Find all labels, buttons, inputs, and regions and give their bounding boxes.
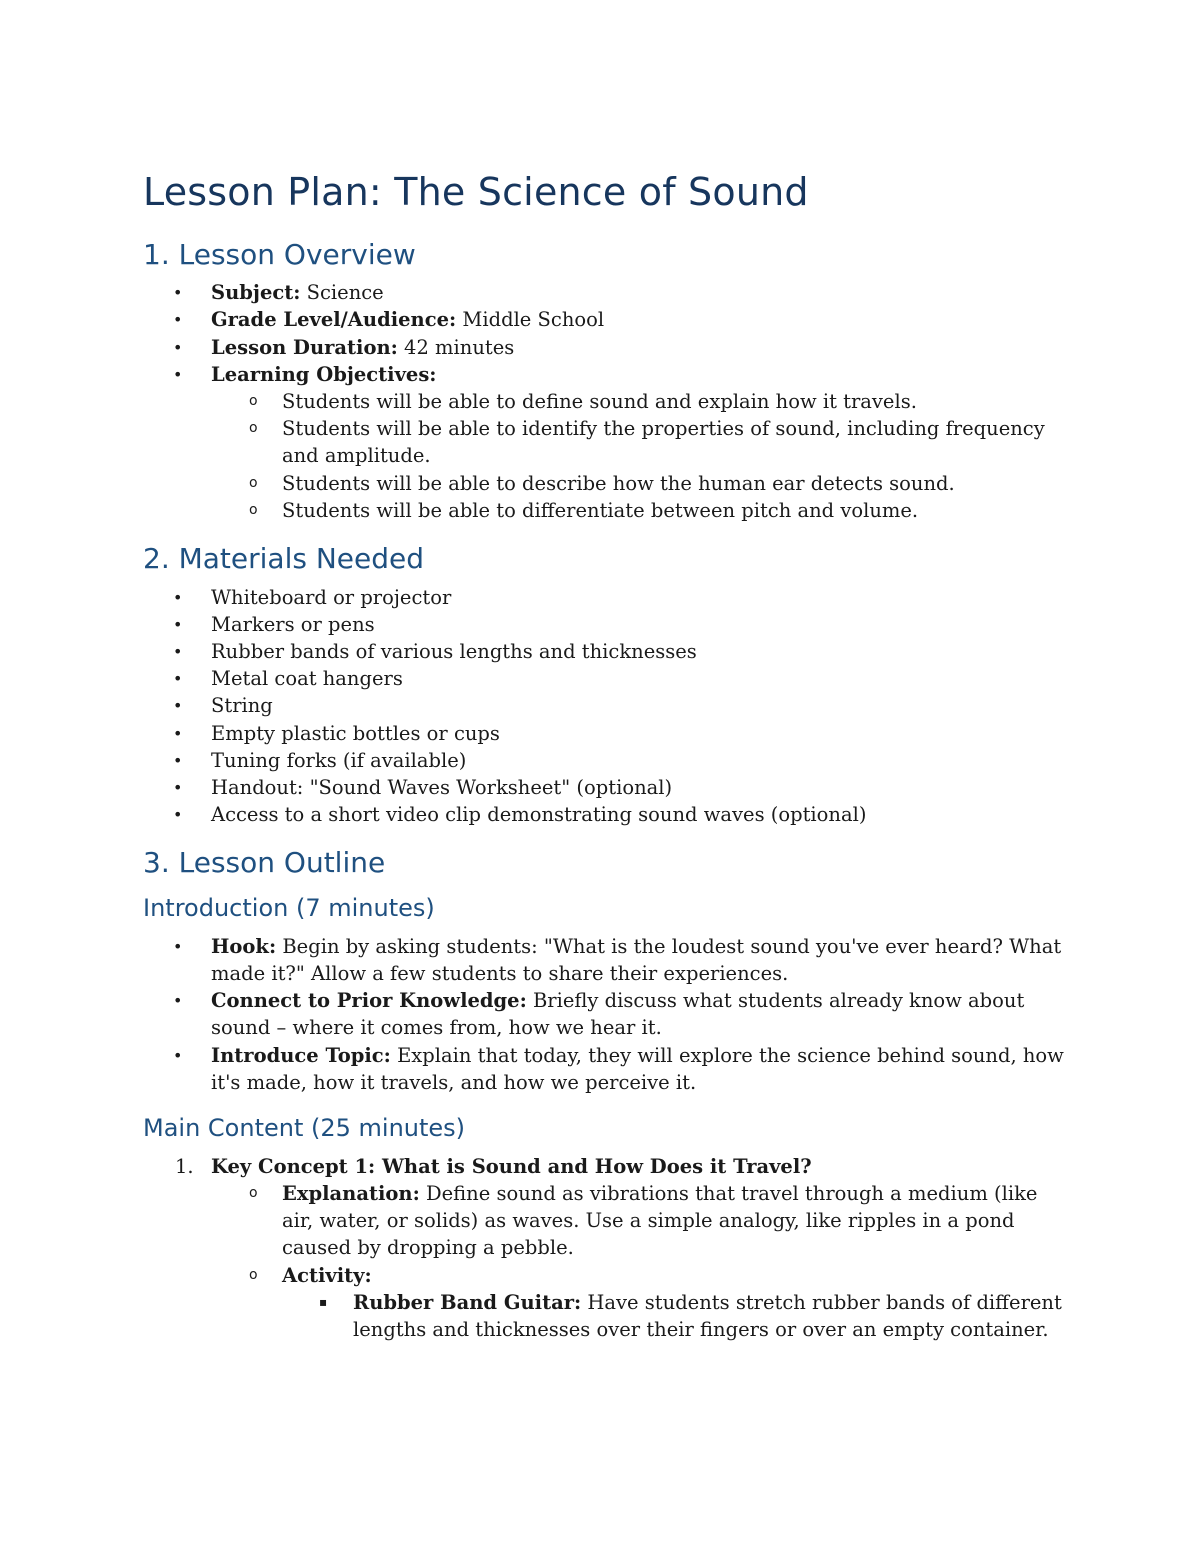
document-page bbox=[143, 170, 1073, 1343]
item-value: 42 minutes bbox=[397, 335, 515, 359]
list-item bbox=[143, 584, 1073, 611]
bullet-icon: • bbox=[173, 669, 183, 689]
list-item bbox=[143, 306, 1073, 333]
list-item bbox=[143, 774, 1073, 801]
bullet-icon: • bbox=[173, 991, 183, 1011]
material-text: Tuning forks (if available) bbox=[211, 748, 467, 772]
bullet-icon: • bbox=[173, 696, 183, 716]
objective-text: Students will be able to identify the properties of sound, including frequency and amplitude. bbox=[282, 417, 1045, 468]
material-text: Access to a short video clip demonstrating sound waves (optional) bbox=[211, 803, 867, 827]
bullet-icon: • bbox=[173, 1045, 183, 1065]
item-label: Connect to Prior Knowledge: bbox=[211, 989, 527, 1013]
item-value: Briefly discuss what students already know about sound – where it comes from, how we hear it. bbox=[211, 989, 1025, 1040]
materials-section bbox=[143, 584, 1073, 829]
material-text: String bbox=[211, 694, 273, 718]
list-item bbox=[143, 987, 1073, 1041]
list-item bbox=[143, 415, 1073, 469]
item-value: Middle School bbox=[456, 308, 605, 332]
bullet-icon: • bbox=[173, 587, 183, 607]
item-label: Subject: bbox=[211, 281, 301, 305]
main-content-heading: Main Content (25 minutes) bbox=[143, 1114, 466, 1143]
list-item bbox=[143, 747, 1073, 774]
main-content-section bbox=[143, 1153, 1073, 1343]
list-item bbox=[143, 611, 1073, 638]
bullet-icon: o bbox=[249, 1266, 258, 1283]
page-title: Lesson Plan: The Science of Sound bbox=[143, 170, 809, 214]
objective-text: Students will be able to differentiate between pitch and volume. bbox=[282, 498, 919, 522]
item-value: Science bbox=[300, 281, 384, 305]
concept-sublist bbox=[143, 1180, 1073, 1343]
item-label: Hook: bbox=[211, 934, 277, 958]
objectives-list bbox=[143, 388, 1073, 524]
list-item bbox=[143, 1262, 1073, 1344]
activity-sublist bbox=[143, 1289, 1073, 1343]
bullet-icon: • bbox=[173, 364, 183, 384]
outline-heading: 3. Lesson Outline bbox=[143, 846, 386, 880]
item-label: Lesson Duration: bbox=[211, 335, 398, 359]
material-text: Rubber bands of various lengths and thicknesses bbox=[211, 640, 697, 664]
list-item bbox=[143, 279, 1073, 306]
overview-list bbox=[143, 279, 1073, 524]
activity-item-label: Rubber Band Guitar: bbox=[353, 1290, 582, 1314]
objective-text: Students will be able to define sound and explain how it travels. bbox=[282, 390, 917, 413]
overview-heading: 1. Lesson Overview bbox=[143, 237, 416, 271]
bullet-icon: o bbox=[249, 393, 258, 409]
explanation-text: Define sound as vibrations that travel through a medium (like air, water, or solids) as waves. Use a simple analogy, like ripples in a pond caused by dropping a pebble. bbox=[282, 1182, 1038, 1260]
bullet-icon: o bbox=[249, 474, 258, 491]
bullet-icon: • bbox=[173, 750, 183, 770]
bullet-icon: ▪ bbox=[319, 1294, 328, 1309]
introduction-section bbox=[143, 933, 1073, 1096]
bullet-icon: • bbox=[173, 337, 183, 357]
bullet-icon: o bbox=[249, 501, 258, 518]
item-value: Begin by asking students: "What is the loudest sound you've ever heard? What made it?" Allow a few students to share their experiences. bbox=[211, 934, 1062, 986]
list-item bbox=[143, 665, 1073, 692]
objective-text: Students will be able to describe how the human ear detects sound. bbox=[282, 471, 955, 495]
list-item bbox=[143, 933, 1073, 987]
material-text: Markers or pens bbox=[211, 612, 375, 636]
materials-heading: 2. Materials Needed bbox=[143, 542, 425, 576]
bullet-icon: o bbox=[249, 1185, 258, 1202]
list-number: 1. bbox=[175, 1154, 194, 1178]
bullet-icon: • bbox=[173, 778, 183, 798]
bullet-icon: • bbox=[173, 283, 183, 303]
list-item bbox=[143, 1180, 1073, 1262]
overview-section bbox=[143, 279, 1073, 524]
list-item bbox=[143, 334, 1073, 361]
list-item bbox=[143, 801, 1073, 828]
item-label: Introduce Topic: bbox=[211, 1043, 391, 1067]
list-item bbox=[143, 1042, 1073, 1096]
materials-list bbox=[143, 584, 1073, 829]
bullet-icon: • bbox=[173, 936, 183, 956]
list-item bbox=[143, 1289, 1073, 1343]
item-label: Learning Objectives: bbox=[211, 362, 437, 386]
list-item bbox=[143, 361, 1073, 524]
introduction-list bbox=[143, 933, 1073, 1096]
material-text: Empty plastic bottles or cups bbox=[211, 721, 500, 745]
concept-title: Key Concept 1: What is Sound and How Does it Travel? bbox=[211, 1154, 812, 1178]
main-content-list bbox=[143, 1153, 1073, 1343]
list-item bbox=[143, 497, 1073, 524]
bullet-icon: • bbox=[173, 805, 183, 825]
explanation-label: Explanation: bbox=[282, 1182, 420, 1206]
introduction-heading: Introduction (7 minutes) bbox=[143, 894, 435, 923]
bullet-icon: o bbox=[249, 420, 258, 437]
bullet-icon: • bbox=[173, 723, 183, 743]
bullet-icon: • bbox=[173, 310, 183, 330]
item-label: Grade Level/Audience: bbox=[211, 308, 457, 332]
bullet-icon: • bbox=[173, 614, 183, 634]
material-text: Metal coat hangers bbox=[211, 667, 403, 691]
activity-item-text: Have students stretch rubber bands of different lengths and thicknesses over their fingers or over an empty container. bbox=[353, 1290, 1062, 1342]
list-item bbox=[143, 638, 1073, 665]
list-item bbox=[143, 470, 1073, 497]
activity-label: Activity: bbox=[282, 1263, 372, 1287]
bullet-icon: • bbox=[173, 642, 183, 662]
list-item bbox=[143, 388, 1073, 415]
material-text: Whiteboard or projector bbox=[211, 585, 452, 609]
item-value: Explain that today, they will explore the science behind sound, how it's made, how it travels, and how we perceive it. bbox=[211, 1043, 1064, 1094]
list-item bbox=[143, 692, 1073, 719]
list-item bbox=[143, 720, 1073, 747]
list-item bbox=[143, 1153, 1073, 1343]
material-text: Handout: "Sound Waves Worksheet" (optional) bbox=[211, 776, 673, 800]
